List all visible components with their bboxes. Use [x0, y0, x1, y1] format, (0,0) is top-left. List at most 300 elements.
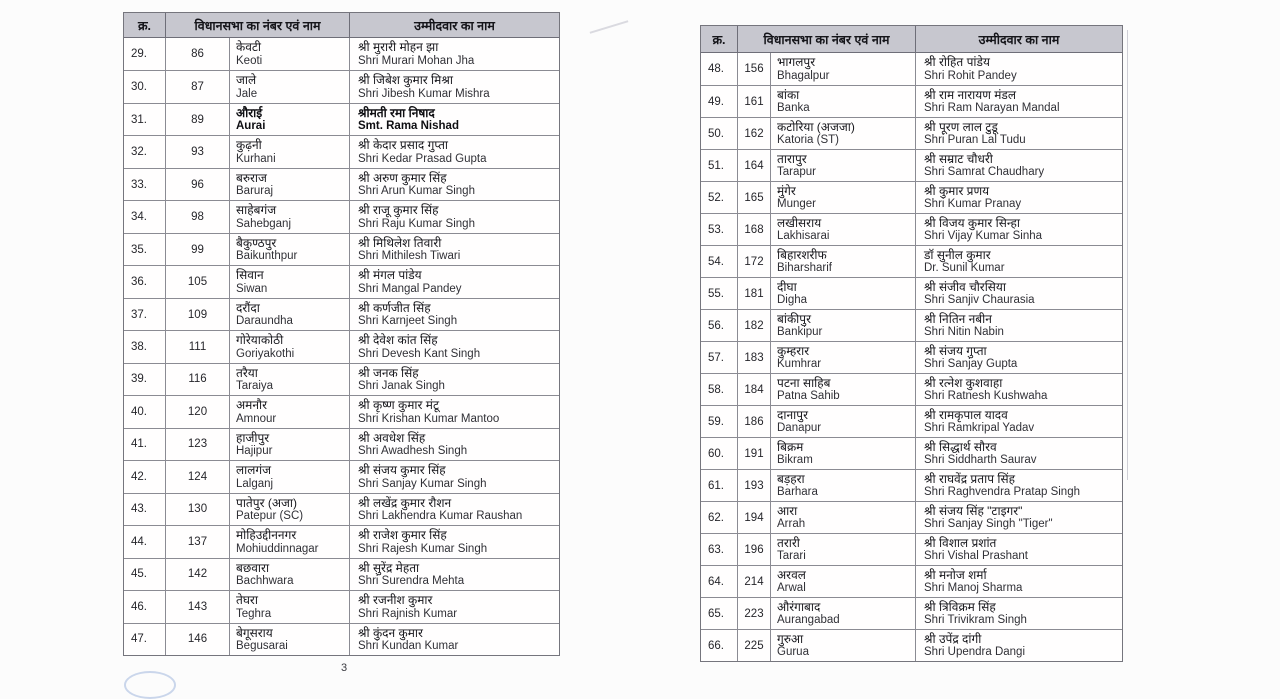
constituency-name-cell-en: Tarari	[777, 550, 806, 562]
constituency-name-cell	[230, 169, 350, 200]
table-row	[701, 117, 1122, 149]
constituency-name-cell-en: Mohiuddinnagar	[236, 542, 319, 555]
table-row	[124, 493, 559, 525]
candidate-name-cell-hi: श्री मिथिलेश तिवारी	[358, 235, 442, 250]
serial-cell: 66.	[701, 630, 738, 661]
constituency-number-cell: 105	[166, 266, 230, 297]
candidate-name-cell-hi: श्री अवधेश सिंह	[358, 430, 426, 445]
candidate-name-cell	[916, 598, 1122, 629]
candidate-name-cell	[350, 526, 559, 557]
candidate-name-cell-hi: श्री अरुण कुमार सिंह	[358, 170, 447, 185]
candidate-name-cell-hi: श्री कुमार प्रणय	[924, 184, 990, 198]
candidate-name-cell-en: Shri Jibesh Kumar Mishra	[358, 87, 490, 100]
constituency-name-cell-hi: कुढ़नी	[236, 138, 262, 153]
constituency-name-cell-hi: दीघा	[777, 280, 797, 294]
constituency-name-cell	[771, 502, 916, 533]
serial-cell: 54.	[701, 246, 738, 277]
candidate-name-cell-hi: श्री मंगल पांडेय	[358, 268, 422, 283]
candidate-name-cell-en: Shri Krishan Kumar Mantoo	[358, 412, 500, 425]
constituency-number-cell: 223	[738, 598, 771, 629]
constituency-name-cell-hi: दानापुर	[777, 408, 808, 422]
column-header-constituency: विधानसभा का नंबर एवं नाम	[738, 26, 916, 52]
constituency-name-cell	[771, 374, 916, 405]
constituency-name-cell-en: Jale	[236, 87, 258, 100]
constituency-number-cell: 130	[166, 494, 230, 525]
candidate-name-cell-hi: श्री पूरण लाल टुडू	[924, 120, 998, 134]
serial-cell: 38.	[124, 331, 166, 362]
constituency-number-cell: 142	[166, 559, 230, 590]
constituency-name-cell-en: Patna Sahib	[777, 390, 840, 402]
serial-cell: 65.	[701, 598, 738, 629]
serial-cell: 45.	[124, 559, 166, 590]
constituency-name-cell-en: Aurangabad	[777, 614, 840, 626]
table-row	[701, 85, 1122, 117]
candidate-name-cell-en: Shri Surendra Mehta	[358, 575, 465, 588]
serial-cell: 55.	[701, 278, 738, 309]
candidate-name-cell-en: Shri Janak Singh	[358, 380, 445, 393]
constituency-name-cell-hi: जाले	[236, 73, 257, 88]
constituency-name-cell	[771, 470, 916, 501]
serial-cell: 47.	[124, 624, 166, 655]
constituency-name-cell	[230, 331, 350, 362]
constituency-name-cell	[230, 104, 350, 135]
table-row	[124, 460, 559, 492]
serial-cell: 57.	[701, 342, 738, 373]
candidate-name-cell-en: Dr. Sunil Kumar	[924, 262, 1005, 274]
table-row	[124, 558, 559, 590]
serial-cell: 63.	[701, 534, 738, 565]
candidate-name-cell-en: Shri Rajnish Kumar	[358, 607, 458, 620]
candidate-name-cell-en: Smt. Rama Nishad	[358, 120, 459, 133]
constituency-name-cell	[771, 630, 916, 661]
constituency-name-cell	[230, 591, 350, 622]
constituency-name-cell	[771, 53, 916, 85]
candidate-name-cell	[916, 86, 1122, 117]
candidate-name-cell-hi: श्री विशाल प्रशांत	[924, 536, 997, 550]
serial-cell: 34.	[124, 201, 166, 232]
constituency-name-cell-en: Arrah	[777, 518, 806, 530]
constituency-name-cell	[771, 278, 916, 309]
constituency-name-cell	[230, 234, 350, 265]
constituency-name-cell-hi: लालगंज	[236, 463, 272, 478]
constituency-name-cell-en: Barhara	[777, 486, 818, 498]
candidate-name-cell-hi: श्री मनोज शर्मा	[924, 568, 987, 582]
constituency-name-cell-hi: साहेबगंज	[236, 203, 277, 218]
candidate-name-cell-hi: श्री सुरेंद्र मेहता	[358, 560, 420, 575]
constituency-number-cell: 172	[738, 246, 771, 277]
candidate-name-cell	[916, 566, 1122, 597]
constituency-name-cell	[230, 396, 350, 427]
constituency-name-cell	[771, 150, 916, 181]
serial-cell: 36.	[124, 266, 166, 297]
table-row	[701, 629, 1122, 661]
table-row	[124, 233, 559, 265]
candidate-name-cell-en: Shri Siddharth Saurav	[924, 454, 1037, 466]
constituency-name-cell-en: Amnour	[236, 412, 277, 425]
candidate-name-cell	[916, 438, 1122, 469]
constituency-name-cell-en: Baruraj	[236, 185, 274, 198]
constituency-name-cell-en: Biharsharif	[777, 262, 832, 274]
candidate-name-cell	[350, 169, 559, 200]
table-header-row	[124, 13, 559, 38]
constituency-number-cell: 89	[166, 104, 230, 135]
constituency-name-cell-hi: गुरुआ	[777, 632, 804, 646]
constituency-name-cell	[230, 624, 350, 655]
scan-scratch-mark	[590, 20, 629, 34]
constituency-number-cell: 186	[738, 406, 771, 437]
constituency-name-cell-hi: पटना साहिब	[777, 376, 831, 390]
candidate-name-cell-en: Shri Karnjeet Singh	[358, 315, 458, 328]
constituency-name-cell-hi: कटोरिया (अजजा)	[777, 120, 855, 134]
constituency-name-cell	[771, 598, 916, 629]
candidate-name-cell-en: Shri Rohit Pandey	[924, 70, 1017, 82]
table-row	[124, 135, 559, 167]
constituency-number-cell: 225	[738, 630, 771, 661]
constituency-name-cell-en: Begusarai	[236, 639, 288, 652]
candidate-name-cell-hi: श्री देवेश कांत सिंह	[358, 333, 438, 348]
constituency-name-cell-hi: औरंगाबाद	[777, 600, 821, 614]
constituency-name-cell-hi: बड़हरा	[777, 472, 805, 486]
serial-cell: 39.	[124, 364, 166, 395]
serial-cell: 53.	[701, 214, 738, 245]
constituency-name-cell	[771, 86, 916, 117]
candidate-table-left	[123, 12, 560, 656]
candidate-name-cell-en: Shri Kedar Prasad Gupta	[358, 152, 487, 165]
stamp-arc-partial	[124, 671, 176, 699]
candidate-name-cell	[916, 406, 1122, 437]
candidate-name-cell-hi: श्री रोहित पांडेय	[924, 55, 990, 69]
serial-cell: 33.	[124, 169, 166, 200]
constituency-number-cell: 143	[166, 591, 230, 622]
table-row	[701, 341, 1122, 373]
table-row	[124, 200, 559, 232]
constituency-name-cell-hi: लखीसराय	[777, 216, 822, 230]
constituency-name-cell-en: Kurhani	[236, 152, 276, 165]
candidate-name-cell-en: Shri Trivikram Singh	[924, 614, 1027, 626]
candidate-name-cell	[916, 342, 1122, 373]
table-row	[701, 437, 1122, 469]
table-row	[124, 168, 559, 200]
constituency-number-cell: 111	[166, 331, 230, 362]
constituency-number-cell: 191	[738, 438, 771, 469]
table-row	[701, 565, 1122, 597]
serial-cell: 42.	[124, 461, 166, 492]
candidate-name-cell	[350, 201, 559, 232]
constituency-number-cell: 93	[166, 136, 230, 167]
constituency-name-cell-en: Patepur (SC)	[236, 510, 304, 523]
candidate-name-cell	[916, 470, 1122, 501]
constituency-name-cell	[771, 310, 916, 341]
serial-cell: 62.	[701, 502, 738, 533]
constituency-number-cell: 156	[738, 53, 771, 85]
constituency-number-cell: 182	[738, 310, 771, 341]
constituency-name-cell-hi: गोरेयाकोठी	[236, 333, 284, 348]
constituency-name-cell-en: Bhagalpur	[777, 70, 830, 82]
candidate-name-cell-en: Shri Nitin Nabin	[924, 326, 1004, 338]
constituency-name-cell-en: Bikram	[777, 454, 813, 466]
constituency-name-cell	[230, 136, 350, 167]
constituency-number-cell: 137	[166, 526, 230, 557]
constituency-number-cell: 194	[738, 502, 771, 533]
candidate-name-cell	[350, 429, 559, 460]
table-header-row	[701, 26, 1122, 53]
candidate-name-cell	[916, 53, 1122, 85]
table-row	[124, 38, 559, 70]
table-row	[124, 590, 559, 622]
column-header-candidate: उम्मीदवार का नाम	[414, 18, 495, 33]
candidate-name-cell	[350, 396, 559, 427]
table-row	[701, 405, 1122, 437]
constituency-name-cell-en: Teghra	[236, 607, 272, 620]
candidate-name-cell-hi: श्री लखेंद्र कुमार रौशन	[358, 495, 452, 510]
candidate-name-cell-hi: श्री उपेंद्र दांगी	[924, 632, 982, 646]
serial-cell: 59.	[701, 406, 738, 437]
candidate-name-cell-hi: श्री रामकृपाल यादव	[924, 408, 1008, 422]
serial-cell: 56.	[701, 310, 738, 341]
table-row	[124, 330, 559, 362]
table-row	[701, 213, 1122, 245]
candidate-name-cell-en: Shri Manoj Sharma	[924, 582, 1023, 594]
table-body-left	[124, 38, 559, 655]
constituency-name-cell-en: Sahebganj	[236, 217, 291, 230]
candidate-name-cell-en: Shri Sanjiv Chaurasia	[924, 294, 1035, 306]
constituency-name-cell	[230, 71, 350, 102]
constituency-name-cell-hi: तरारी	[777, 536, 800, 550]
constituency-number-cell: 196	[738, 534, 771, 565]
constituency-name-cell-hi: बरुराज	[236, 170, 267, 185]
serial-cell: 61.	[701, 470, 738, 501]
candidate-name-cell	[350, 364, 559, 395]
candidate-name-cell	[350, 461, 559, 492]
candidate-name-cell-en: Shri Devesh Kant Singh	[358, 347, 481, 360]
table-row	[124, 265, 559, 297]
constituency-name-cell-hi: कुम्हरार	[777, 344, 810, 358]
serial-cell: 46.	[124, 591, 166, 622]
constituency-number-cell: 86	[166, 38, 230, 70]
candidate-name-cell	[350, 494, 559, 525]
candidate-name-cell-hi: श्री राम नारायण मंडल	[924, 88, 1016, 102]
constituency-name-cell-hi: बांकीपुर	[777, 312, 812, 326]
table-row	[701, 309, 1122, 341]
candidate-name-cell-hi: श्री सम्राट चौधरी	[924, 152, 993, 166]
serial-cell: 64.	[701, 566, 738, 597]
candidate-name-cell-hi: श्री सिद्धार्थ सौरव	[924, 440, 997, 454]
candidate-name-cell-hi: श्री केदार प्रसाद गुप्ता	[358, 138, 449, 153]
candidate-name-cell-hi: श्री राघवेंद्र प्रताप सिंह	[924, 472, 1015, 486]
candidate-name-cell-hi: श्री राजू कुमार सिंह	[358, 203, 439, 218]
candidate-name-cell-hi: श्री जनक सिंह	[358, 365, 419, 380]
column-header-constituency: विधानसभा का नंबर एवं नाम	[166, 13, 350, 37]
candidate-name-cell-en: Shri Raghvendra Pratap Singh	[924, 486, 1080, 498]
constituency-name-cell	[230, 299, 350, 330]
serial-cell: 50.	[701, 118, 738, 149]
candidate-name-cell-hi: श्री कुंदन कुमार	[358, 625, 423, 640]
table-body-right	[701, 53, 1122, 661]
constituency-number-cell: 161	[738, 86, 771, 117]
constituency-number-cell: 162	[738, 118, 771, 149]
candidate-name-cell	[916, 534, 1122, 565]
constituency-name-cell-en: Siwan	[236, 282, 268, 295]
constituency-name-cell-en: Aurai	[236, 120, 266, 133]
constituency-number-cell: 98	[166, 201, 230, 232]
candidate-name-cell	[916, 214, 1122, 245]
constituency-name-cell-en: Taraiya	[236, 380, 274, 393]
candidate-name-cell-hi: श्री नितिन नबीन	[924, 312, 992, 326]
page-number: 3	[340, 662, 348, 674]
constituency-name-cell	[230, 364, 350, 395]
candidate-name-cell	[350, 136, 559, 167]
constituency-name-cell-hi: बेगूसराय	[236, 625, 273, 640]
candidate-name-cell-en: Shri Rajesh Kumar Singh	[358, 542, 488, 555]
constituency-name-cell-hi: दरौंदा	[236, 300, 260, 315]
constituency-name-cell-hi: बैकुण्ठपुर	[236, 235, 277, 250]
candidate-name-cell	[350, 624, 559, 655]
candidate-name-cell-hi: श्रीमती रमा निषाद	[358, 105, 435, 120]
constituency-number-cell: 168	[738, 214, 771, 245]
table-row	[701, 149, 1122, 181]
serial-cell: 58.	[701, 374, 738, 405]
column-header-serial: क्र.	[124, 13, 166, 37]
candidate-name-cell-hi: श्री संजय गुप्ता	[924, 344, 987, 358]
table-row	[124, 428, 559, 460]
candidate-name-cell	[350, 331, 559, 362]
constituency-name-cell-hi: मुंगेर	[777, 184, 796, 198]
constituency-number-cell: 193	[738, 470, 771, 501]
constituency-name-cell	[771, 438, 916, 469]
candidate-name-cell	[916, 310, 1122, 341]
table-row	[701, 597, 1122, 629]
candidate-name-cell	[350, 104, 559, 135]
constituency-name-cell	[230, 201, 350, 232]
candidate-name-cell-hi: श्री राजेश कुमार सिंह	[358, 528, 447, 543]
constituency-name-cell-hi: केवटी	[236, 40, 262, 54]
candidate-name-cell-hi: श्री कृष्ण कुमार मंटू	[358, 398, 439, 413]
candidate-name-cell-en: Shri Ram Narayan Mandal	[924, 102, 1060, 114]
constituency-number-cell: 116	[166, 364, 230, 395]
serial-cell: 52.	[701, 182, 738, 213]
constituency-name-cell	[230, 559, 350, 590]
serial-cell: 49.	[701, 86, 738, 117]
candidate-name-cell-en: Shri Sanjay Kumar Singh	[358, 477, 487, 490]
serial-cell: 40.	[124, 396, 166, 427]
constituency-name-cell-hi: बछवारा	[236, 560, 270, 575]
candidate-name-cell	[350, 234, 559, 265]
constituency-name-cell	[771, 566, 916, 597]
constituency-name-cell	[230, 38, 350, 70]
table-row	[701, 469, 1122, 501]
constituency-name-cell-hi: अरवल	[777, 568, 806, 582]
candidate-name-cell-en: Shri Sanjay Gupta	[924, 358, 1018, 370]
constituency-name-cell-hi: तारापुर	[777, 152, 807, 166]
candidate-name-cell	[916, 278, 1122, 309]
table-row	[701, 501, 1122, 533]
constituency-name-cell-hi: बांका	[777, 88, 800, 102]
constituency-number-cell: 214	[738, 566, 771, 597]
constituency-number-cell: 184	[738, 374, 771, 405]
candidate-name-cell	[916, 374, 1122, 405]
constituency-name-cell-hi: हाजीपुर	[236, 430, 270, 445]
constituency-name-cell-en: Tarapur	[777, 166, 816, 178]
candidate-name-cell-hi: श्री रजनीश कुमार	[358, 593, 433, 608]
constituency-name-cell	[771, 118, 916, 149]
serial-cell: 35.	[124, 234, 166, 265]
candidate-name-cell-en: Shri Upendra Dangi	[924, 646, 1026, 658]
table-row	[701, 373, 1122, 405]
candidate-name-cell-en: Shri Puran Lal Tudu	[924, 134, 1026, 146]
serial-cell: 37.	[124, 299, 166, 330]
serial-cell: 41.	[124, 429, 166, 460]
serial-cell: 43.	[124, 494, 166, 525]
constituency-name-cell	[771, 182, 916, 213]
candidate-name-cell-en: Shri Kundan Kumar	[358, 639, 459, 652]
table-row	[124, 395, 559, 427]
candidate-name-cell-en: Shri Vijay Kumar Sinha	[924, 230, 1043, 242]
constituency-name-cell-hi: बिक्रम	[777, 440, 804, 454]
candidate-name-cell-hi: श्री विजय कुमार सिन्हा	[924, 216, 1020, 230]
constituency-name-cell-hi: मोहिउद्दीननगर	[236, 528, 297, 543]
constituency-name-cell-hi: आरा	[777, 504, 798, 518]
table-row	[124, 103, 559, 135]
constituency-name-cell-hi: पातेपुर (अजा)	[236, 495, 297, 510]
constituency-number-cell: 123	[166, 429, 230, 460]
serial-cell: 30.	[124, 71, 166, 102]
table-row	[124, 525, 559, 557]
candidate-name-cell	[916, 118, 1122, 149]
constituency-name-cell-en: Munger	[777, 198, 816, 210]
serial-cell: 32.	[124, 136, 166, 167]
constituency-number-cell: 99	[166, 234, 230, 265]
candidate-name-cell-hi: श्री संजय कुमार सिंह	[358, 463, 446, 478]
candidate-name-cell-hi: डॉ सुनील कुमार	[924, 248, 991, 262]
constituency-number-cell: 181	[738, 278, 771, 309]
candidate-name-cell	[916, 246, 1122, 277]
candidate-name-cell-en: Shri Raju Kumar Singh	[358, 217, 475, 230]
constituency-name-cell	[771, 534, 916, 565]
constituency-name-cell-en: Katoria (ST)	[777, 134, 839, 146]
serial-cell: 48.	[701, 53, 738, 85]
serial-cell: 31.	[124, 104, 166, 135]
constituency-name-cell-en: Danapur	[777, 422, 822, 434]
candidate-name-cell	[916, 502, 1122, 533]
table-row	[701, 53, 1122, 85]
candidate-name-cell-en: Shri Mithilesh Tiwari	[358, 250, 461, 263]
candidate-name-cell	[350, 591, 559, 622]
candidate-name-cell-en: Shri Sanjay Singh "Tiger"	[924, 518, 1053, 530]
candidate-name-cell	[916, 150, 1122, 181]
constituency-name-cell	[771, 214, 916, 245]
candidate-name-cell-hi: श्री त्रिविक्रम सिंह	[924, 600, 996, 614]
constituency-number-cell: 183	[738, 342, 771, 373]
serial-cell: 44.	[124, 526, 166, 557]
candidate-name-cell-en: Shri Ramkripal Yadav	[924, 422, 1035, 434]
constituency-name-cell-hi: तेघरा	[236, 593, 258, 608]
table-row	[701, 181, 1122, 213]
constituency-name-cell-en: Bachhwara	[236, 575, 294, 588]
table-row	[124, 70, 559, 102]
serial-cell: 51.	[701, 150, 738, 181]
constituency-number-cell: 109	[166, 299, 230, 330]
candidate-name-cell-hi: श्री मुरारी मोहन झा	[358, 40, 439, 54]
constituency-name-cell-hi: सिवान	[236, 268, 264, 283]
table-row	[701, 245, 1122, 277]
candidate-name-cell	[350, 38, 559, 70]
candidate-name-cell	[350, 266, 559, 297]
constituency-number-cell: 96	[166, 169, 230, 200]
table-row	[701, 277, 1122, 309]
table-row	[124, 298, 559, 330]
page-edge-line	[1127, 30, 1128, 480]
constituency-name-cell-en: Goriyakothi	[236, 347, 295, 360]
